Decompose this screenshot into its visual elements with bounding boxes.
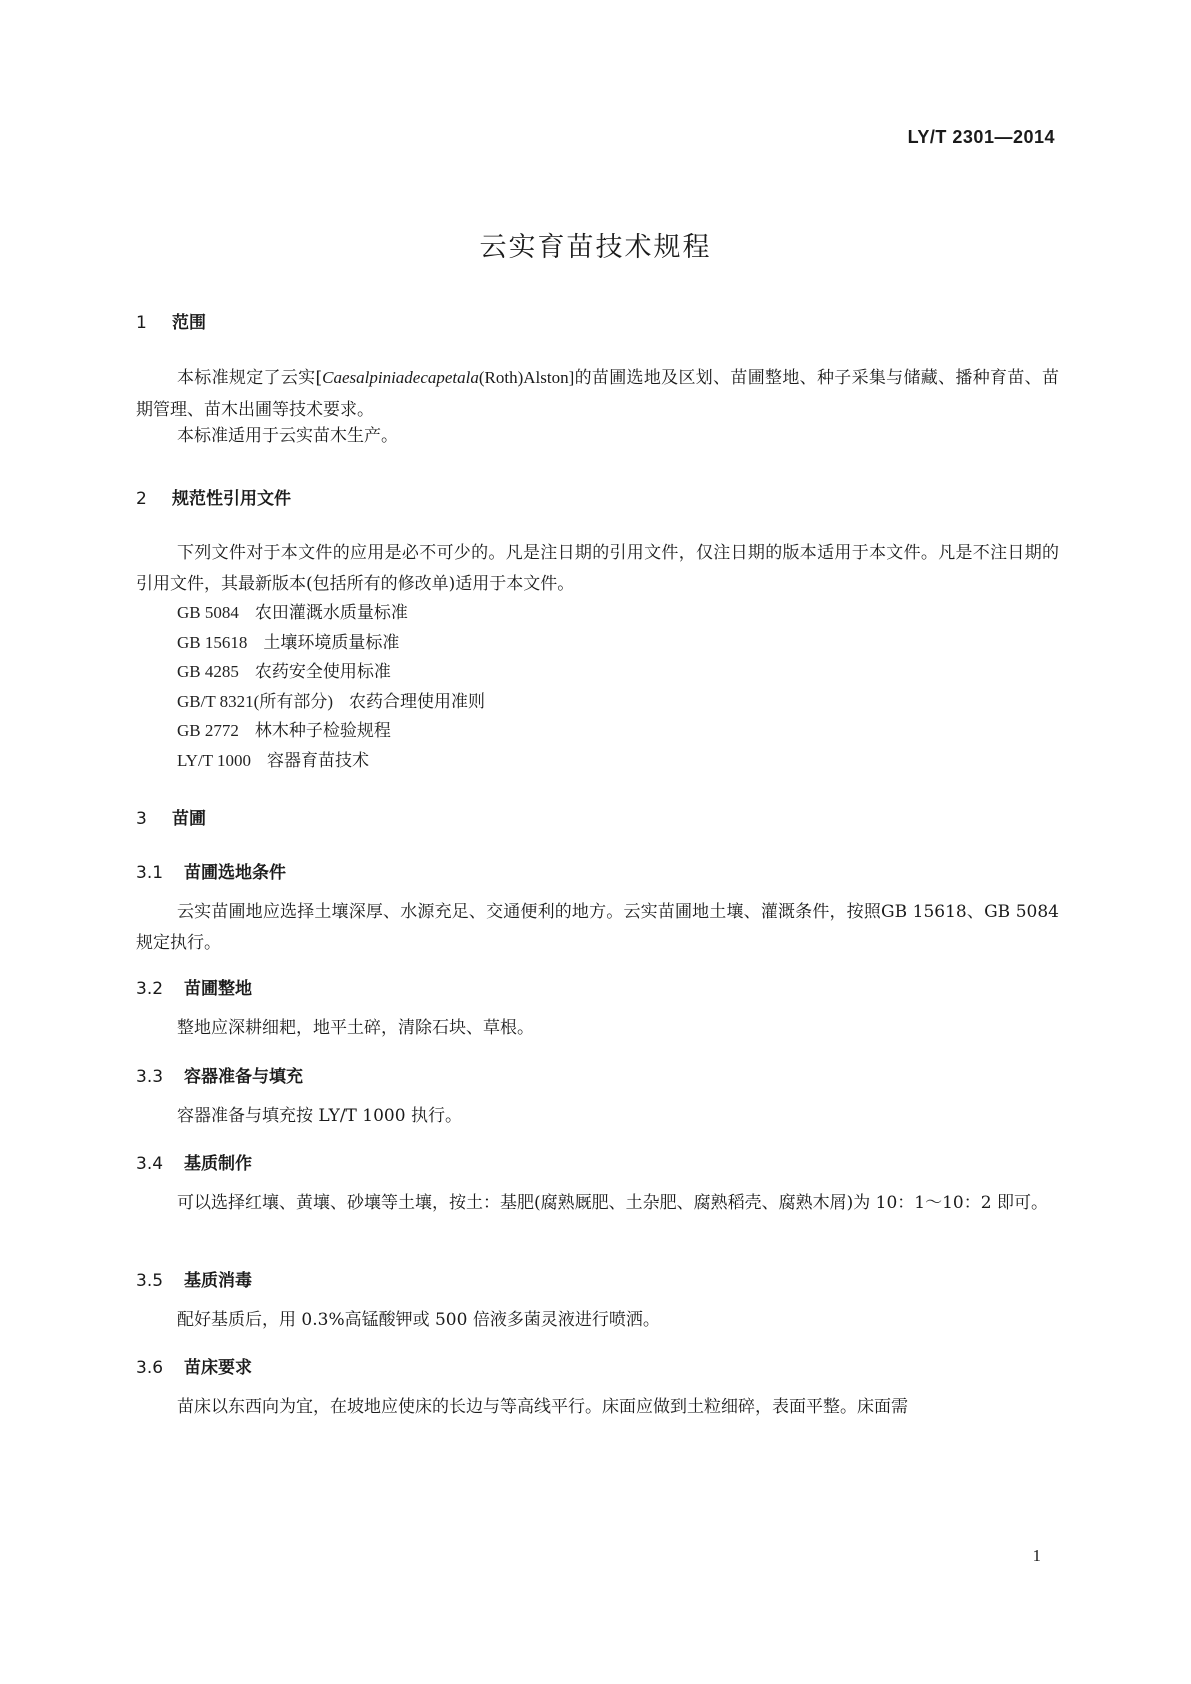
standard-code: LY/T 2301—2014 xyxy=(907,127,1055,147)
reference-code: GB 15618 xyxy=(177,633,248,652)
reference-name: 土壤环境质量标准 xyxy=(263,633,400,653)
section-title: 规范性引用文件 xyxy=(172,489,291,509)
reference-code: GB 2772 xyxy=(177,721,239,740)
subsection-3-3-heading xyxy=(136,1062,303,1087)
para-text: 本标准规定了云实[ xyxy=(177,368,323,388)
subsection-number: 3.3 xyxy=(136,1067,164,1087)
subsection-3-1-text: 云实苗圃地应选择土壤深厚、水源充足、交通便利的地方。云实苗圃地土壤、灌溉条件，按照GB 15618、GB 5084 规定执行。 xyxy=(136,902,1059,953)
subsection-title: 苗床要求 xyxy=(184,1358,252,1378)
section-1-paragraph-2: 本标准适用于云实苗木生产。 xyxy=(177,426,398,446)
reference-item xyxy=(177,657,391,682)
subsection-3-4-heading xyxy=(136,1149,252,1174)
latin-name: Caesalpiniadecapetala xyxy=(322,368,479,387)
subsection-3-3-text: 容器准备与填充按 LY/T 1000 执行。 xyxy=(177,1106,462,1126)
subsection-number: 3.2 xyxy=(136,979,164,999)
reference-code: GB 4285 xyxy=(177,662,239,681)
subsection-title: 基质消毒 xyxy=(184,1271,252,1291)
subsection-3-6-text: 苗床以东西向为宜，在坡地应使床的长边与等高线平行。床面应做到土粒细碎，表面平整。床面需 xyxy=(177,1397,908,1417)
reference-item xyxy=(177,746,369,771)
reference-item xyxy=(177,628,399,653)
subsection-number: 3.6 xyxy=(136,1358,164,1378)
subsection-title: 基质制作 xyxy=(184,1154,252,1174)
reference-name: 农药安全使用标准 xyxy=(254,662,391,682)
section-number: 1 xyxy=(136,313,147,333)
section-1-paragraph-1 xyxy=(136,362,1059,426)
subsection-number: 3.1 xyxy=(136,863,164,883)
reference-item xyxy=(177,716,391,741)
reference-name: 林木种子检验规程 xyxy=(254,721,391,741)
section-2-heading xyxy=(136,484,291,509)
reference-name: 容器育苗技术 xyxy=(267,751,370,771)
document-title: 云实育苗技术规程 xyxy=(479,232,712,263)
section-2-paragraph-1: 下列文件对于本文件的应用是必不可少的。凡是注日期的引用文件，仅注日期的版本适用于本文件。凡是不注日期的引用文件，其最新版本(包括所有的修改单)适用于本文件。 xyxy=(136,543,1059,594)
reference-item xyxy=(177,598,408,623)
para-text: (Roth)Alston]的苗圃选地及区划、苗圃整地、种子采集与储藏、播种育苗、苗期管理、苗木出圃等技术要求。 xyxy=(136,368,1059,419)
reference-item xyxy=(177,687,485,712)
subsection-3-4-text: 可以选择红壤、黄壤、砂壤等土壤，按土：基肥(腐熟厩肥、土杂肥、腐熟稻壳、腐熟木屑)为 10：1～10：2 即可。 xyxy=(177,1193,1048,1213)
subsection-3-2-text: 整地应深耕细耙，地平土碎，清除石块、草根。 xyxy=(177,1018,534,1038)
subsection-title: 苗圃整地 xyxy=(184,979,252,999)
subsection-3-5-text: 配好基质后，用 0.3%高锰酸钾或 500 倍液多菌灵液进行喷洒。 xyxy=(177,1310,660,1330)
section-title: 苗圃 xyxy=(172,809,206,829)
section-3-heading xyxy=(136,804,206,829)
section-number: 3 xyxy=(136,809,147,829)
page-number: 1 xyxy=(1032,1546,1041,1565)
section-1-heading xyxy=(136,308,206,333)
subsection-title: 苗圃选地条件 xyxy=(184,863,286,883)
section-number: 2 xyxy=(136,489,147,509)
reference-name: 农田灌溉水质量标准 xyxy=(254,603,408,623)
subsection-3-1-heading xyxy=(136,858,286,883)
subsection-3-2-heading xyxy=(136,974,252,999)
section-title: 范围 xyxy=(172,313,206,333)
subsection-number: 3.4 xyxy=(136,1154,164,1174)
subsection-title: 容器准备与填充 xyxy=(184,1067,303,1087)
reference-code: GB 5084 xyxy=(177,603,239,622)
subsection-number: 3.5 xyxy=(136,1271,164,1291)
reference-code: GB/T 8321(所有部分) xyxy=(177,692,333,711)
reference-name: 农药合理使用准则 xyxy=(349,692,485,712)
reference-code: LY/T 1000 xyxy=(177,751,252,770)
subsection-3-5-heading xyxy=(136,1266,252,1291)
subsection-3-6-heading xyxy=(136,1353,252,1378)
